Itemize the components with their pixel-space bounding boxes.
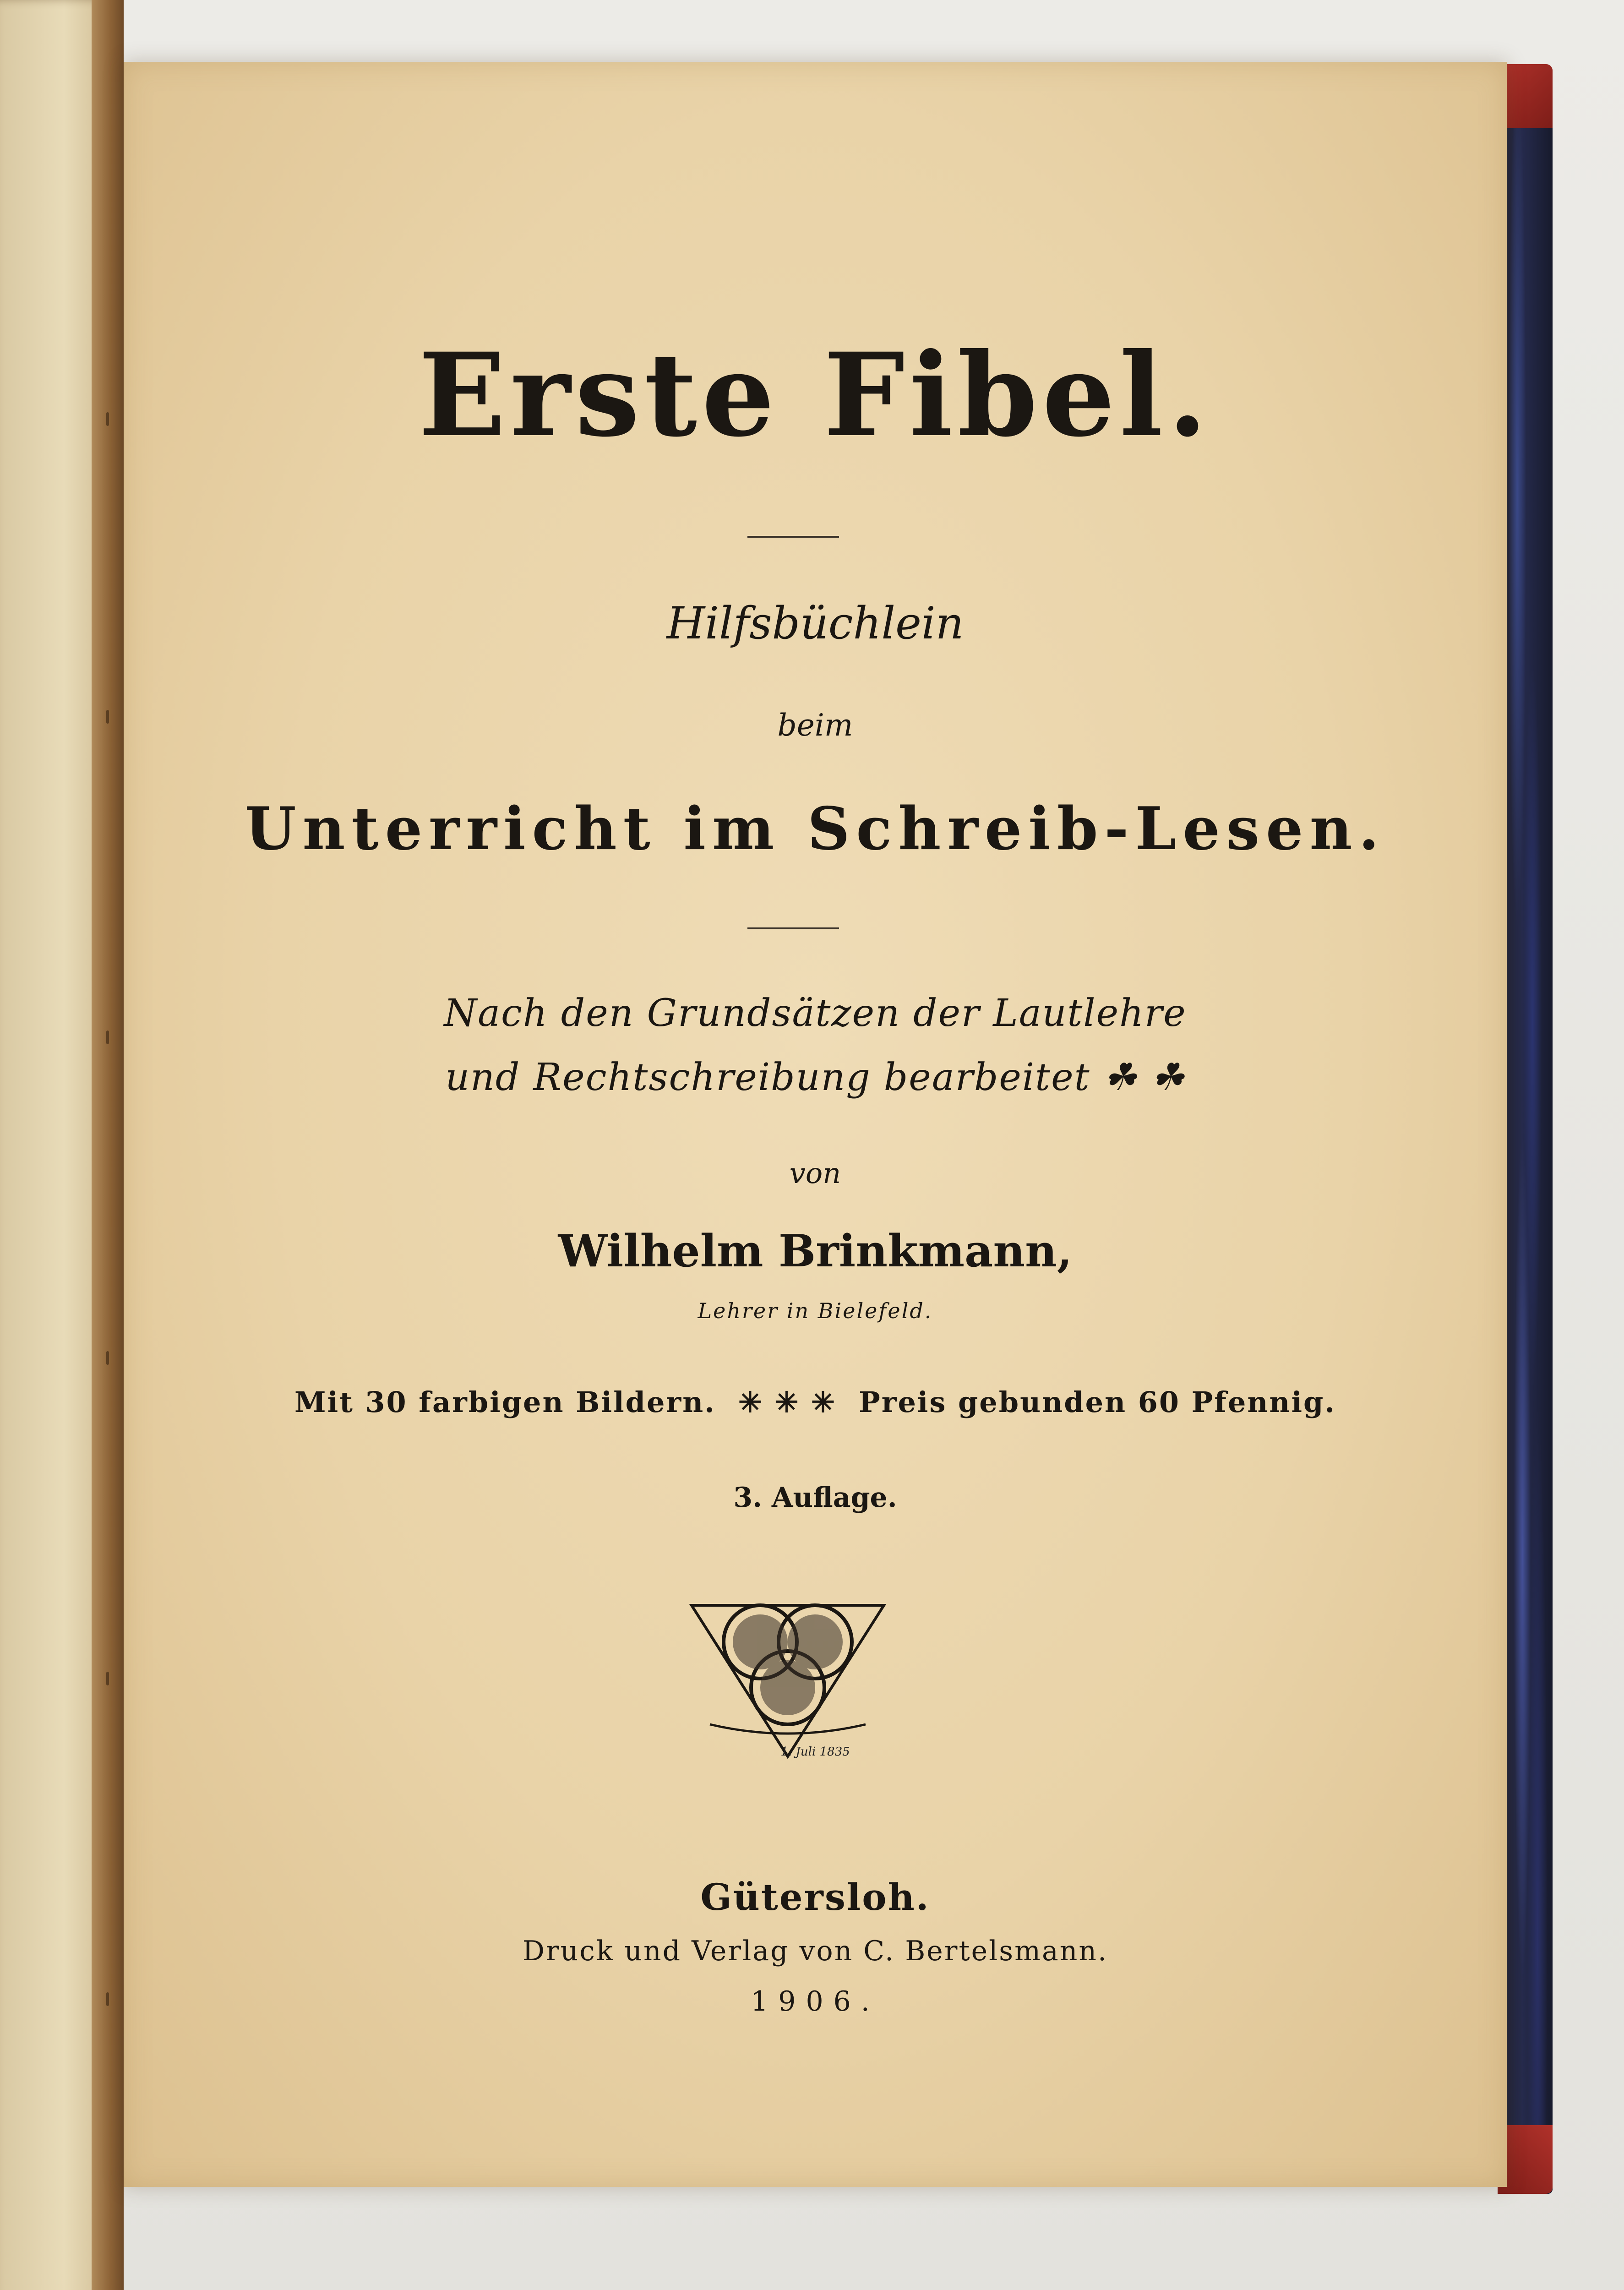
divider-rule [747,927,839,929]
author-role: Lehrer in Bielefeld. [698,1298,933,1323]
illustrations-price-line [124,1385,1507,1419]
publication-year: 1906. [751,1985,880,2017]
asterism-ornament-icon: ✳ ✳ ✳ [738,1385,836,1419]
title-page [124,62,1507,2187]
binding-stitch [106,710,109,724]
binding-stitch [106,1992,109,2006]
price-note: Preis gebunden 60 Pfennig. [859,1385,1336,1419]
publication-place: Gütersloh. [700,1876,930,1919]
marbled-binding [1502,69,1553,2194]
basis-line-2 [124,1056,1507,1099]
binding-stitch [106,1030,109,1044]
author-name: Wilhelm Brinkmann, [558,1225,1073,1277]
basis-line-2-text: und Rechtschreibung bearbeitet [445,1056,1090,1099]
clover-ornament-icon: ☘ ☘ [1103,1056,1185,1099]
binding-stitch [106,1672,109,1685]
illustrations-note: Mit 30 farbigen Bildern. [294,1385,716,1419]
book-title: Erste Fibel. [418,327,1212,462]
subtitle-line-1: Hilfsbüchlein [666,598,964,649]
emblem-date: 1. Juli 1835 [780,1745,850,1759]
by-label: von [789,1156,841,1190]
printer-publisher: Druck und Verlag von C. Bertelsmann. [522,1935,1108,1967]
binding-stitch [106,1351,109,1365]
left-cover-edge [92,0,124,2290]
basis-line-1: Nach den Grundsätzen der Lautlehre [444,992,1187,1035]
subtitle-line-3: Unterricht im Schreib-Lesen. [245,795,1386,863]
divider-rule [747,536,839,538]
publisher-emblem-icon [682,1587,893,1770]
binding-stitch [106,412,109,426]
edition: 3. Auflage. [733,1482,897,1514]
subtitle-line-2: beim [777,708,853,743]
